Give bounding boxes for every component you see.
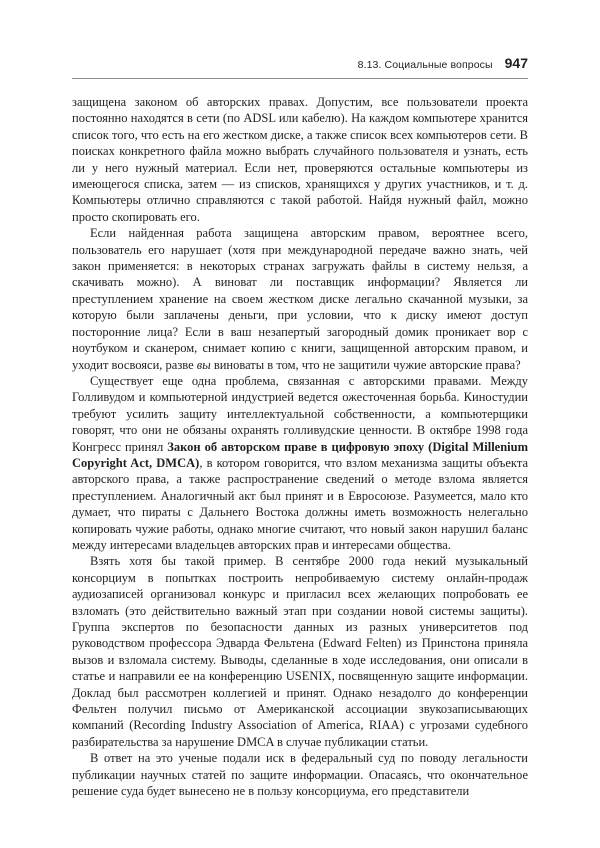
paragraph-2-emphasis: вы [196,357,211,372]
paragraph-2-text-b: виноваты в том, что не защитили чужие авторские права? [210,357,521,372]
running-header [358,55,528,73]
paragraph-3-text-a: Существует еще одна проблема, связанная с авторскими правами. Между Голливудом и компьютерной индустрией ведется ожесточенная борьба. Киностудии требуют усилить защиту интеллектуальной собственности, а компьютерщики говорят, что они не обязаны охранять голливудские ценности. В октябре 1998 года Конгресс принял [72,373,528,454]
dmca-term: Закон об авторском праве в цифровую эпоху (Digital Millenium Copyright Act, DMCA) [72,439,529,470]
paragraph-5: В ответ на это ученые подали иск в федеральный суд по поводу легальности публикации научных статей по защите информации. Опасаясь, что окончательное решение суда будет вынесено не в пользу консорциума, его представители [72,751,528,799]
page-number: 947 [504,55,528,71]
paragraph-3-text-b: , в котором говорится, что взлом механизма защиты объекта авторского права, а также распространение сведений о методе взлома является преступлением. Аналогичный акт был принят и в Евросоюзе. Разумеется, мало кто думает, что пираты с Дальнего Востока должны иметь возможность нелегально копировать чужие работы, однако многие считают, что новый закон нарушил баланс между интересами владельцев авторских прав и интересами общества. [72,455,528,552]
paragraph-1: защищена законом об авторских правах. Допустим, все пользователи проекта постоянно находятся в сети (по ADSL или кабелю). На каждом компьютере хранится список того, что есть на его жестком диске, а также список всех компьютеров сети. В поисках конкретного файла можно выбрать случайного пользователя и узнать, есть ли у него нужный материал. Если нет, проверяются остальные компьютеры из имеющегося списка, затем — из списков, хранящихся у других участников, и т. д. Компьютеры отлично справляются с такой работой. Найдя нужный файл, можно просто скопировать его. [72,95,528,224]
paragraph-2 [72,225,528,373]
section-title: 8.13. Социальные вопросы [357,59,493,71]
body-text [72,94,528,799]
paragraph-2-text-a: Если найденная работа защищена авторским правом, вероятнее всего, пользователь его нарушает (хотя при международной передаче важно знать, чей закон применяется: в некоторых странах загружать файлы в систему нельзя, а скачивать можно). А виноват ли поставщик информации? Является ли преступлением хранение на своем жестком диске легально скачанной музыки, за которую были заплачены деньги, при условии, что к диску имеют доступ посторонние лица? Если в ваш незапертый загородный домик проникает вор с ноутбуком и сканером, снимает копию с книги, защищенной авторским правом, и уходит восвояси, разве [72,226,528,372]
header-rule [72,78,528,79]
paragraph-4: Взять хотя бы такой пример. В сентябре 2000 года некий музыкальный консорциум в попытках построить непробиваемую систему онлайн-продаж аудиозаписей организовал конкурс и пригласил всех желающих попробовать ее взломать (это действительно важный этап при создании новой системы защиты). Группа экспертов по безопасности данных из разных университетов под руководством профессора Эдварда Фельтена (Edward Felten) из Принстона приняла вызов и взломала систему. Выводы, сделанные в ходе исследования, они описали в статье и направили ее на конференцию USENIX, посвященную защите информации. Доклад был рассмотрен коллегией и принят. Однако незадолго до конференции Фельтен получил письмо от Американской ассоциации звукозаписывающих компаний (Recording Industry Association of America, RIAA) с угрозами судебного разбирательства за нарушение DMCA в случае публикации статьи. [72,554,528,749]
paragraph-3 [72,373,528,553]
